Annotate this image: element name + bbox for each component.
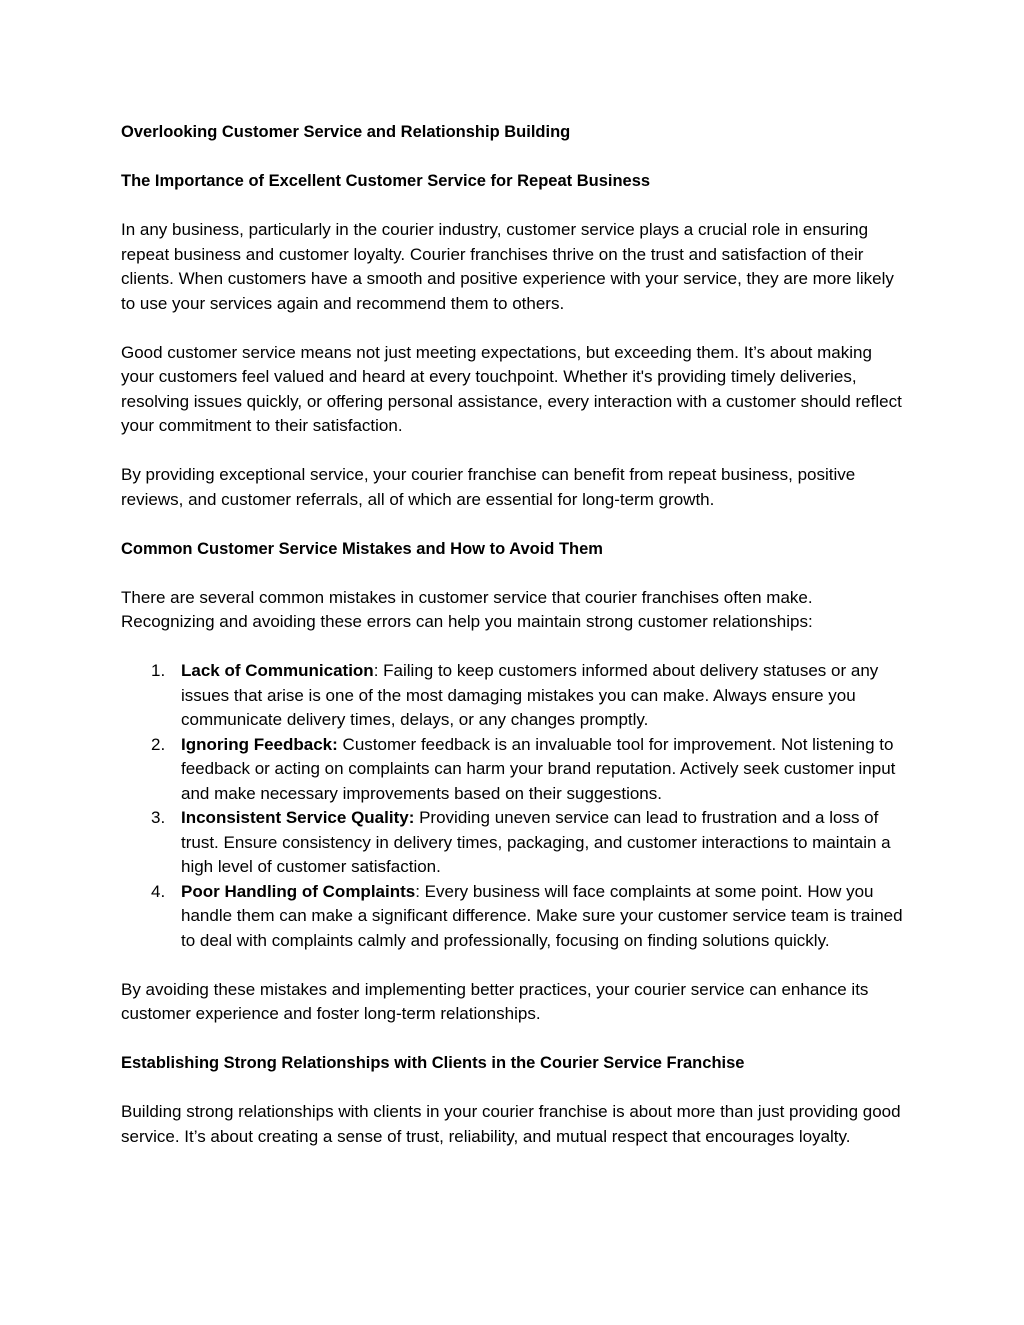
paragraph: By avoiding these mistakes and implementing better practices, your courier service can enhance its customer experience and foster long-term relationships.: [121, 979, 869, 1023]
list-text: Every business will face complaints at some point. How you handle them can make a significant difference. Make sure your customer service team is trained to deal with complaints calmly and professionally, focusing on finding solutions quickly.: [181, 881, 903, 950]
list-number: 2.: [151, 734, 166, 754]
document-page: [121, 120, 906, 1174]
list-number: 1.: [151, 661, 166, 680]
document-title: Overlooking Customer Service and Relationship Building: [121, 123, 571, 141]
paragraph: Building strong relationships with clients in your courier franchise is about more than just providing good service. It’s about creating a sense of trust, reliability, and mutual respect that encourages loyalty.: [121, 1102, 901, 1146]
list-text: Failing to keep customers informed about delivery statuses or any issues that arise is one of the most damaging mistakes you can make. Always ensure you communicate delivery times, delays, or any changes promptly.: [181, 661, 879, 729]
section-heading-mistakes: Common Customer Service Mistakes and How to Avoid Them: [121, 539, 603, 558]
list-item: [121, 659, 906, 733]
list-item: [121, 733, 906, 807]
paragraph: By providing exceptional service, your courier franchise can benefit from repeat business, positive reviews, and customer referrals, all of which are essential for long-term growth.: [121, 465, 856, 509]
paragraph: In any business, particularly in the courier industry, customer service plays a crucial role in ensuring repeat business and customer loyalty. Courier franchises thrive on the trust and satisfaction of their clients. When customers have a smooth and positive experience with your service, they are more likely to use your services again and recommend them to others.: [121, 220, 894, 313]
list-term: Ignoring Feedback: [181, 734, 333, 754]
list-term: Lack of Communication: [181, 661, 374, 680]
list-term: Poor Handling of Complaints: [181, 881, 416, 901]
list-number: 4.: [151, 881, 166, 901]
section-heading-importance: The Importance of Excellent Customer Service for Repeat Business: [121, 172, 651, 190]
list-separator: :: [332, 734, 338, 754]
list-text: Providing uneven service can lead to frustration and a loss of trust. Ensure consistency in delivery times, packaging, and customer interactions to maintain a high level of customer satisfaction.: [181, 808, 891, 876]
list-separator: :: [373, 661, 379, 680]
list-item: [121, 880, 906, 954]
list-number: 3.: [151, 808, 166, 827]
section-heading-relationships: Establishing Strong Relationships with Clients in the Courier Service Franchise: [121, 1054, 745, 1072]
list-term: Inconsistent Service Quality: [181, 808, 409, 827]
list-text: Customer feedback is an invaluable tool for improvement. Not listening to feedback or acting on complaints can harm your brand reputation. Actively seek customer input and make necessary improvements based on their suggestions.: [181, 734, 896, 803]
mistakes-list: [121, 659, 906, 953]
list-item: [121, 806, 906, 880]
list-separator: :: [415, 881, 420, 901]
paragraph: There are several common mistakes in customer service that courier franchises often make. Recognizing and avoiding these errors can help you maintain strong customer relationships:: [121, 587, 813, 631]
paragraph: Good customer service means not just meeting expectations, but exceeding them. It’s about making your customers feel valued and heard at every touchpoint. Whether it's providing timely deliveries, resolving issues quickly, or offering personal assistance, every interaction with a customer should reflect your commitment to their satisfaction.: [121, 342, 902, 435]
list-separator: :: [408, 808, 415, 827]
